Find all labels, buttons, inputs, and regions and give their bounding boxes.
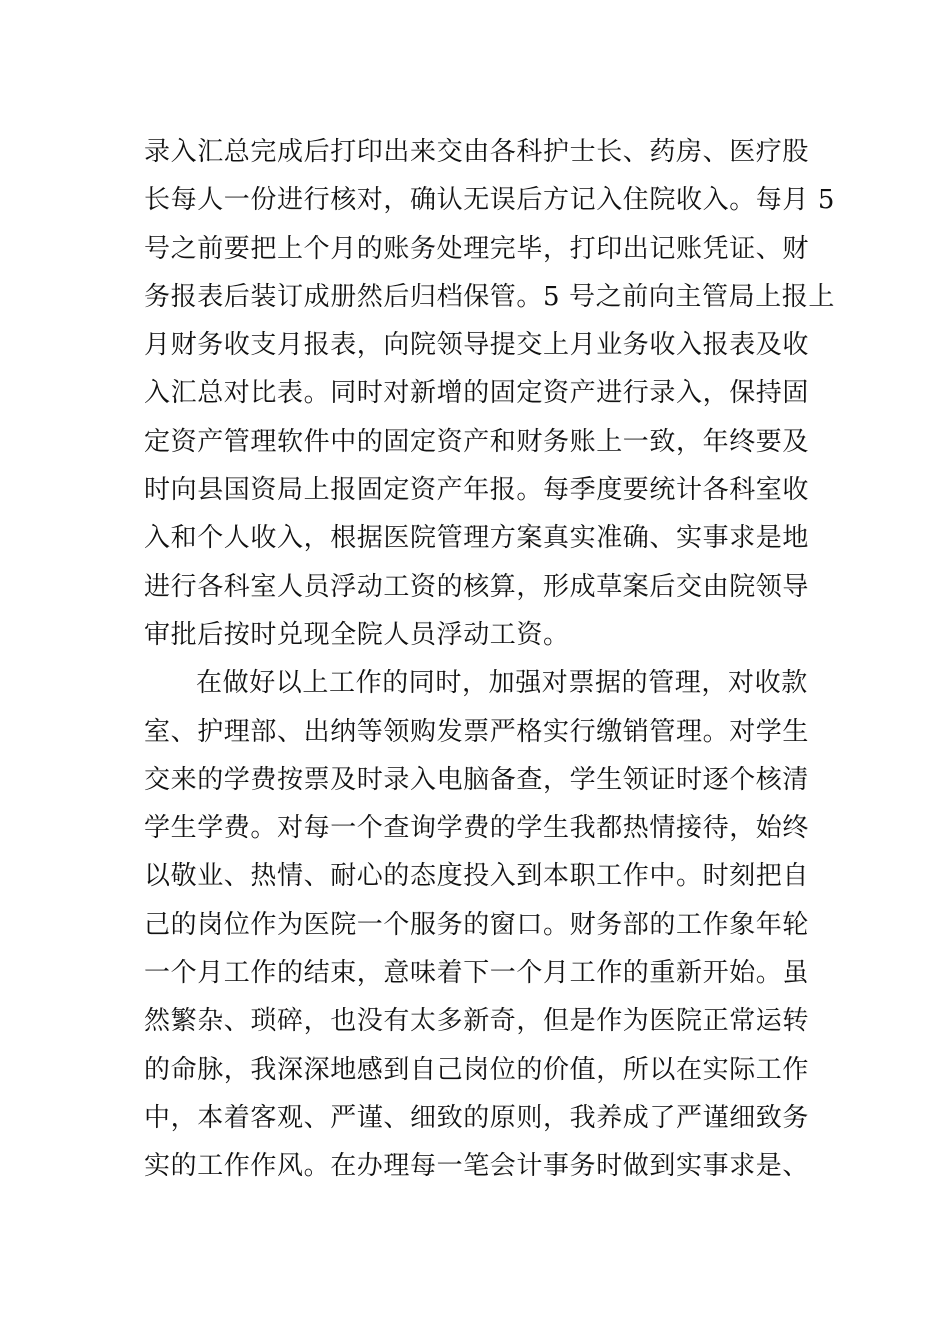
text-line: 务报表后装订成册然后归档保管。5 号之前向主管局上报上: [144, 281, 836, 312]
text-line: 入和个人收入，根据医院管理方案真实准确、实事求是地: [144, 523, 810, 554]
paragraph-1: [144, 128, 836, 659]
text-line: 审批后按时兑现全院人员浮动工资。: [144, 619, 570, 650]
text-line: 定资产管理软件中的固定资产和财务账上一致，年终要及: [144, 426, 810, 457]
text-line: 中，本着客观、严谨、细致的原则，我养成了严谨细致务: [144, 1102, 810, 1133]
text-line: 录入汇总完成后打印出来交由各科护士长、药房、医疗股: [144, 137, 810, 167]
text-line: 室、护理部、出纳等领购发票严格实行缴销管理。对学生: [144, 716, 810, 747]
body-text: [144, 128, 836, 1191]
paragraph-2: [144, 659, 824, 1190]
text-line: 时向县国资局上报固定资产年报。每季度要统计各科室收: [144, 475, 810, 506]
text-line: 的命脉，我深深地感到自己岗位的价值，所以在实际工作: [144, 1054, 810, 1085]
text-line: 以敬业、热情、耐心的态度投入到本职工作中。时刻把自: [144, 861, 810, 892]
text-line: 然繁杂、琐碎，也没有太多新奇，但是作为医院正常运转: [144, 1006, 810, 1037]
text-line: 实的工作作风。在办理每一笔会计事务时做到实事求是、: [144, 1151, 810, 1182]
text-line: 在做好以上工作的同时，加强对票据的管理，对收款: [196, 668, 808, 699]
text-line: 一个月工作的结束，意味着下一个月工作的重新开始。虽: [144, 958, 810, 989]
text-line: 入汇总对比表。同时对新增的固定资产进行录入，保持固: [144, 378, 810, 409]
text-line: 己的岗位作为医院一个服务的窗口。财务部的工作象年轮: [144, 909, 810, 940]
text-line: 月财务收支月报表，向院领导提交上月业务收入报表及收: [144, 330, 810, 361]
text-line: 进行各科室人员浮动工资的核算，形成草案后交由院领导: [144, 571, 810, 602]
text-line: 号之前要把上个月的账务处理完毕，打印出记账凭证、财: [144, 233, 810, 264]
text-line: 长每人一份进行核对，确认无误后方记入住院收入。每月 5: [144, 185, 836, 216]
text-line: 学生学费。对每一个查询学费的学生我都热情接待，始终: [144, 813, 810, 844]
text-line: 交来的学费按票及时录入电脑备查，学生领证时逐个核清: [144, 764, 810, 795]
